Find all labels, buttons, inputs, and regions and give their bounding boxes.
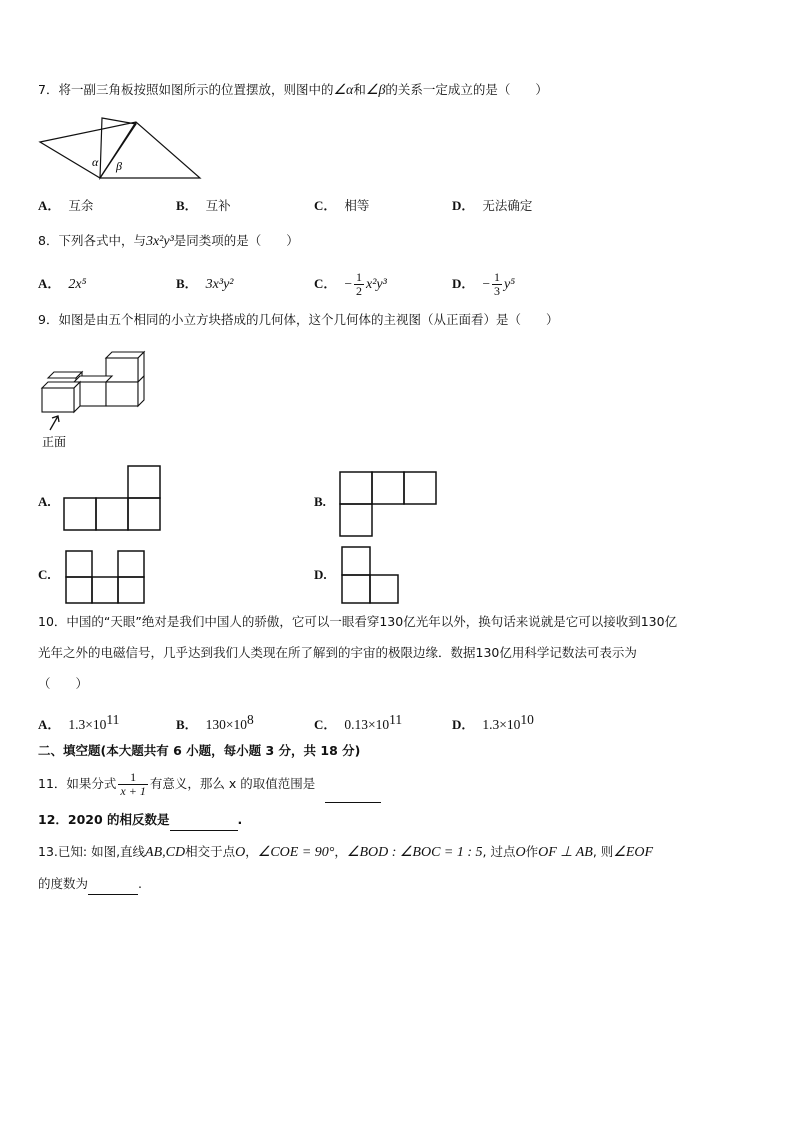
q9-front-label: 正面 — [42, 435, 67, 449]
q10-option-a[interactable]: A． $1.3\times 10^{11}$ — [38, 712, 120, 733]
q13-line2: 的度数为 . — [38, 874, 142, 895]
q7-triangles-figure — [36, 114, 206, 182]
q10-option-c[interactable]: C． $0.13\times 10^{11}$ — [314, 712, 403, 733]
q7-option-a[interactable]: A． 互余 — [38, 198, 94, 213]
q12-answer-blank[interactable] — [170, 810, 238, 831]
q7-option-d[interactable]: D． 无法确定 — [452, 198, 533, 213]
q7-stem: 7．将一副三角板按照如图所示的位置摆放，则图中的∠α和∠β的关系一定成立的是（ ） — [38, 82, 548, 98]
q9-cubes-figure — [36, 348, 148, 450]
q7-fig-alpha: α — [92, 155, 99, 169]
q9-option-d-figure[interactable] — [340, 545, 400, 605]
q9-option-c-label[interactable]: C. — [38, 567, 51, 582]
q9-option-d-label[interactable]: D. — [314, 567, 327, 582]
q9-stem: 9．如图是由五个相同的小立方块搭成的几何体，这个几何体的主视图（从正面看）是（ ） — [38, 312, 559, 327]
q7-option-b[interactable]: B． 互补 — [176, 198, 231, 213]
q7-option-c[interactable]: C． 相等 — [314, 198, 370, 213]
q8-option-d[interactable]: D． − $\frac{1}{3}$ y⁵ — [452, 270, 516, 298]
q10-option-b[interactable]: B． $130\times 10^8$ — [176, 712, 254, 733]
q9-option-b-label[interactable]: B. — [314, 494, 326, 509]
q10-option-d[interactable]: D． $1.3\times 10^{10}$ — [452, 712, 534, 733]
q10-line1: 10．中国的“天眼”绝对是我们中国人的骄傲，它可以一眼看穿130亿光年以外，换句话来说就是它可以接收到130亿 — [38, 614, 678, 629]
q10-line2: 光年之外的电磁信号，几乎达到我们人类现在所了解到的宇宙的极限边缘．数据130亿用科学记数法可表示为 — [38, 645, 637, 660]
q13-answer-blank[interactable] — [88, 874, 138, 895]
q8-option-b[interactable]: B． 3x³y² — [176, 276, 234, 292]
q11-answer-blank[interactable] — [325, 766, 381, 803]
q10-line3: （ ） — [38, 676, 89, 691]
q11-stem: 11．如果分式 $\frac{1}{x + 1}$ 有意义，那么 x 的取值范围是 — [38, 766, 381, 803]
q8-option-c[interactable]: C． − $\frac{1}{2}$ x²y³ — [314, 270, 387, 298]
q12-stem: 12．2020 的相反数是 . — [38, 810, 242, 831]
q9-option-b-figure[interactable] — [338, 470, 440, 538]
q9-option-a-figure[interactable] — [62, 465, 162, 533]
q7-fig-beta: β — [116, 159, 122, 173]
q9-option-a-label[interactable]: A. — [38, 494, 51, 509]
q8-stem: 8．下列各式中，与3x²y³是同类项的是（ ） — [38, 233, 299, 249]
q9-option-c-figure[interactable] — [64, 549, 148, 605]
q8-option-a[interactable]: A． 2x⁵ — [38, 276, 87, 292]
section-2-heading: 二、填空题(本大题共有 6 小题，每小题 3 分，共 18 分) — [38, 743, 361, 758]
q13-stem: 13.已知: 如图,直线AB,CD相交于点O，∠COE = 90°，∠BOD : ∠BOC = 1 : 5, 过点O作OF ⊥ AB, 则∠EOF — [38, 844, 654, 860]
